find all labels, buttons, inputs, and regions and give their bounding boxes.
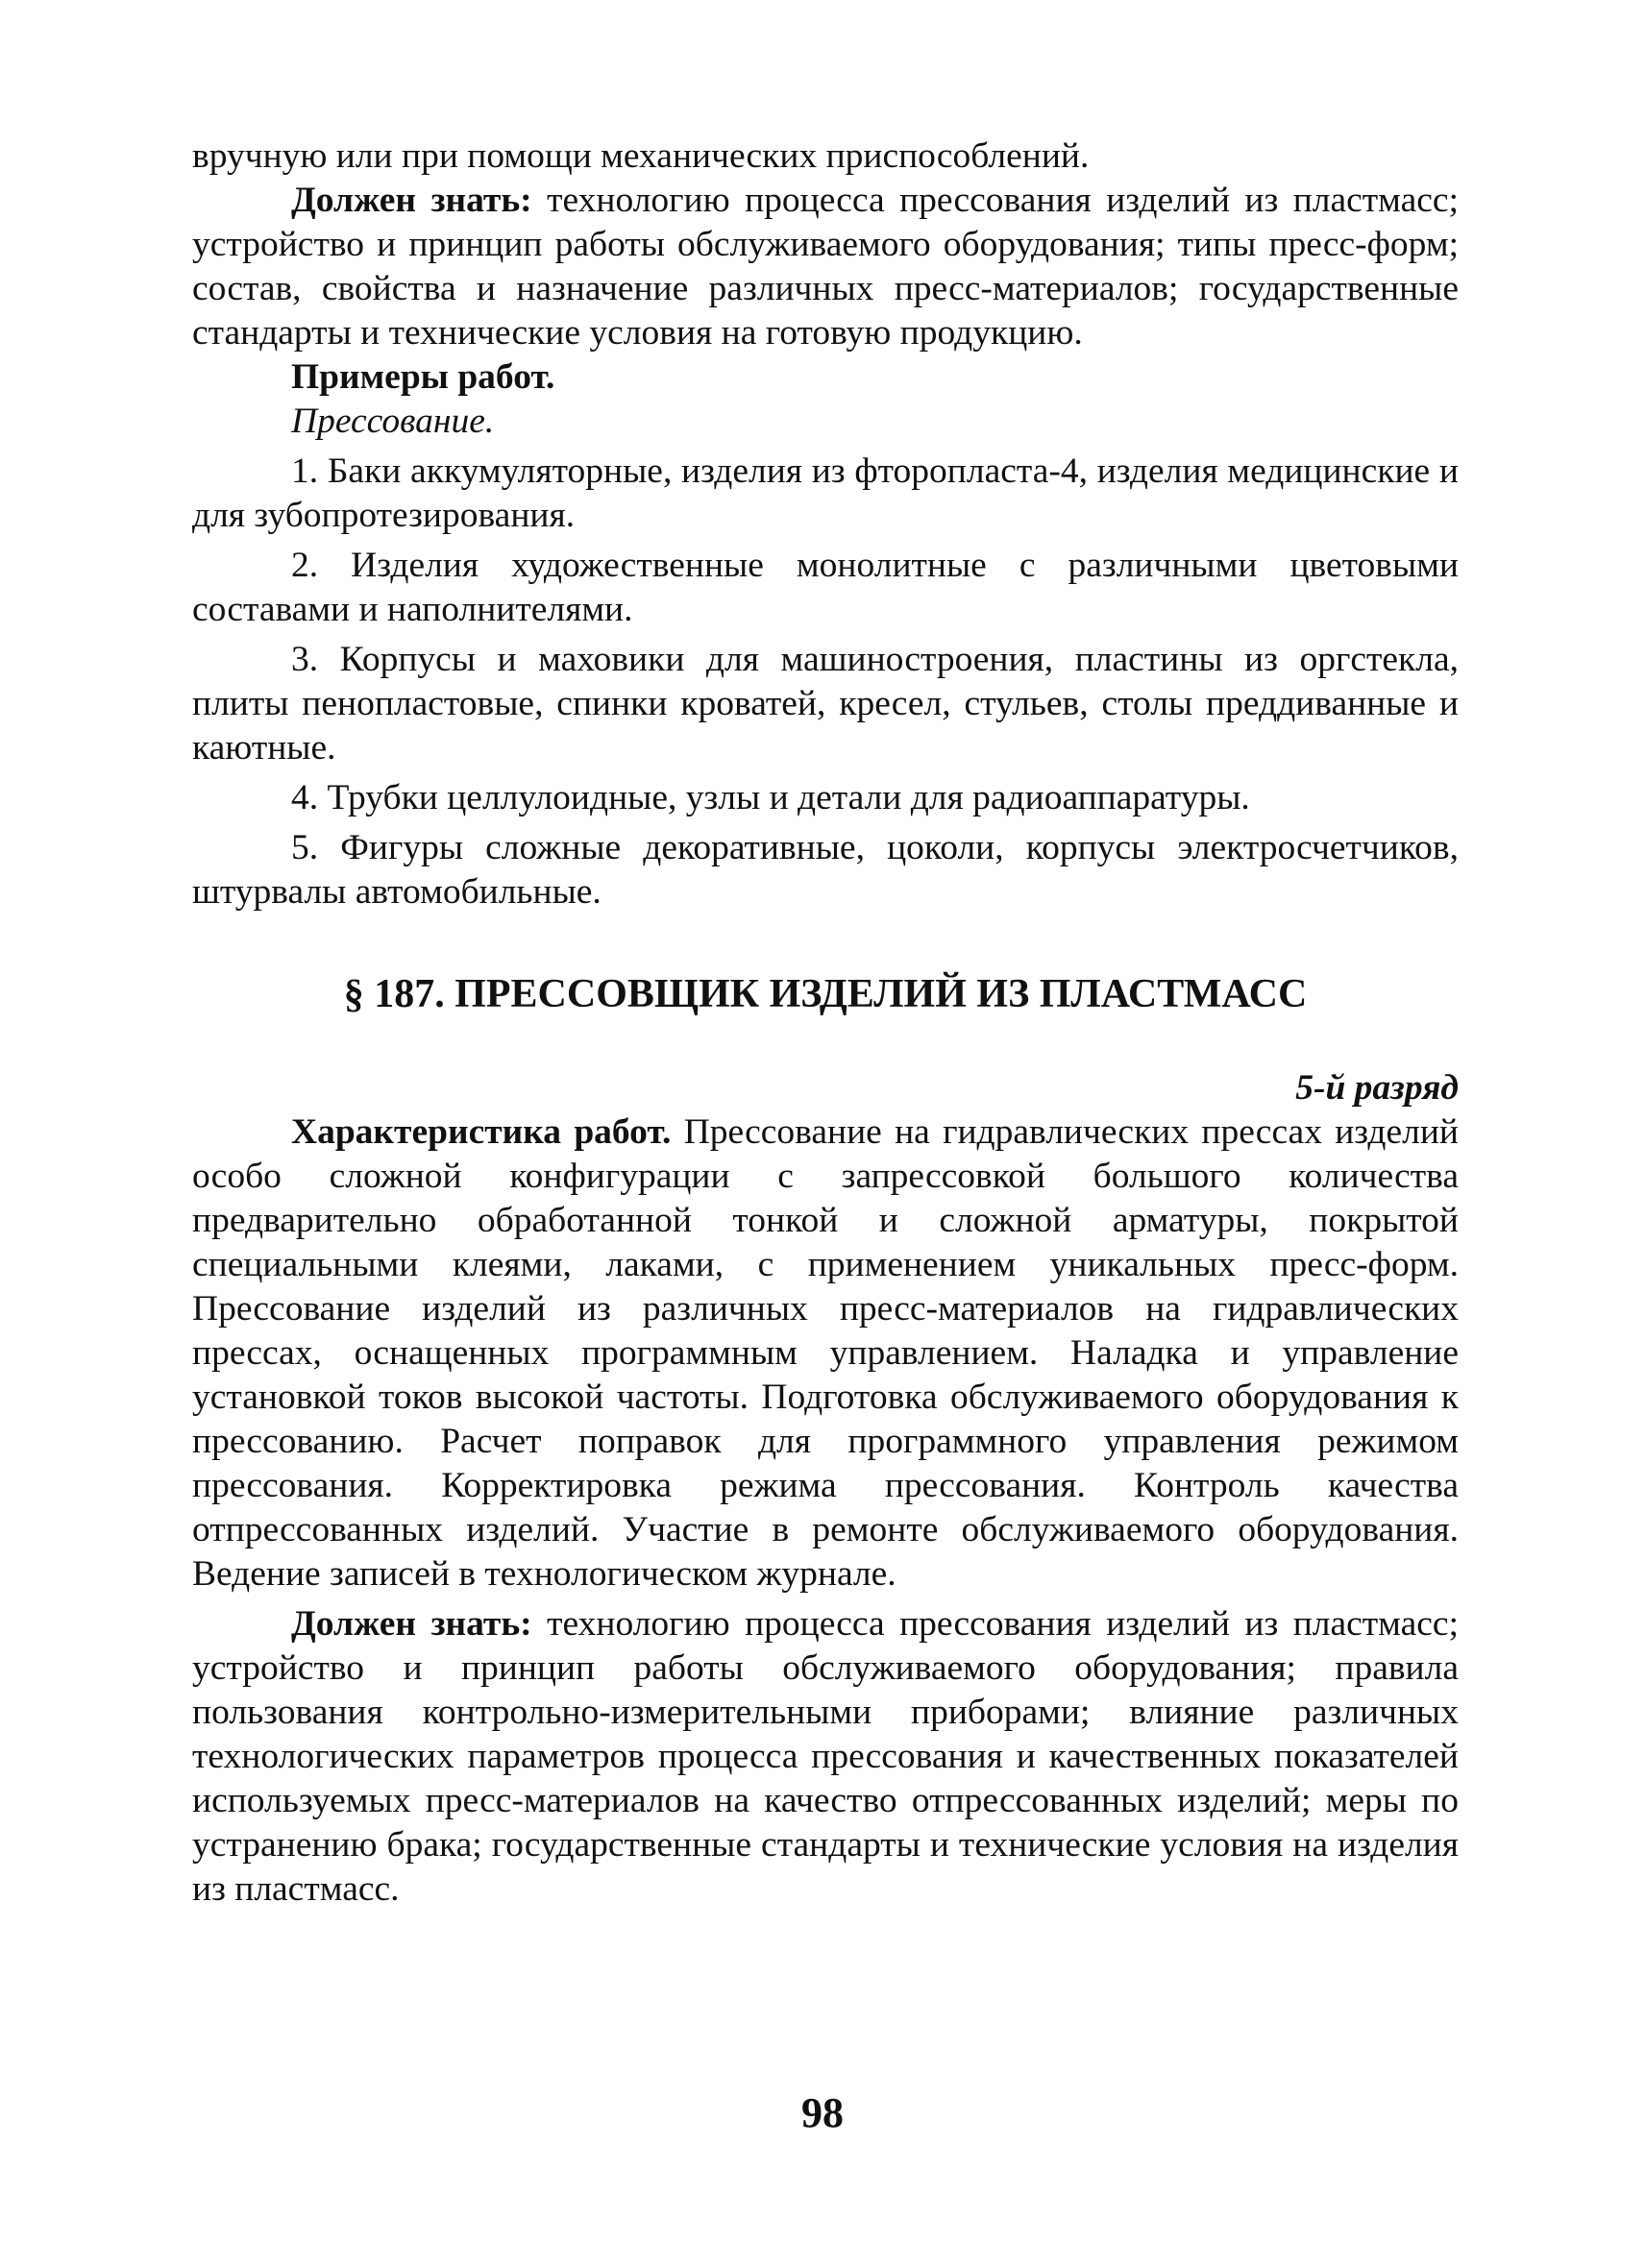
must-know-text: технологию процесса прессования изделий из пластмасс; устройство и принцип работы обслуживаемого оборудования; типы пресс-форм; состав, свойства и назначение различных пресс-материалов; государственные стандарты и технические условия на готовую продукцию. [192, 181, 1459, 353]
characteristic-paragraph [192, 1110, 1459, 1597]
examples-subheading: Прессование. [291, 402, 495, 441]
must-know-label: Должен знать: [291, 181, 532, 220]
example-item: 3. Корпусы и маховики для машиностроения, пластины из оргстекла, плиты пенопластовые, спинки кроватей, кресел, стульев, столы преддиванные и каютные. [192, 640, 1459, 768]
continuation-paragraph [192, 134, 1459, 179]
grade-label: 5-й разряд [1295, 1068, 1459, 1108]
example-item: 2. Изделия художественные монолитные с различными цветовыми составами и наполнителями. [192, 546, 1459, 629]
section-heading: § 187. ПРЕССОВЩИК ИЗДЕЛИЙ ИЗ ПЛАСТМАСС [343, 972, 1308, 1016]
page-number: 98 [801, 2089, 844, 2136]
section-must-know-label: Должен знать: [291, 1604, 532, 1644]
example-item: 5. Фигуры сложные декоративные, цоколи, корпусы электросчетчиков, штурвалы автомобильные. [192, 828, 1459, 912]
example-item: 4. Трубки целлулоидные, узлы и детали для радиоаппаратуры. [291, 778, 1250, 817]
must-know-paragraph [192, 179, 1459, 355]
examples-label: Примеры работ. [291, 357, 555, 397]
section-must-know-text: технологию процесса прессования изделий из пластмасс; устройство и принцип работы обслуживаемого оборудования; правила пользования контрольно-измерительными приборами; влияние различных технологических параметров процесса прессования и качественных показателей используемых пресс-материалов на качество отпрессованных изделий; меры по устранению брака; государственные стандарты и технические условия на изделия из пластмасс. [192, 1604, 1459, 1909]
section-must-know-paragraph [192, 1602, 1459, 1912]
page-body [192, 134, 1459, 1912]
characteristic-text: Прессование на гидравлических прессах изделий особо сложной конфигурации с запрессовкой большого количества предварительно обработанной тонкой и сложной арматуры, покрытой специальными клеями, лаками, с применением уникальных пресс-форм. Прессование изделий из различных пресс-материалов на гидравлических прессах, оснащенных программным управлением. Наладка и управление установкой токов высокой частоты. Подготовка обслуживаемого оборудования к прессованию. Расчет поправок для программного управления режимом прессования. Корректировка режима прессования. Контроль качества отпрессованных изделий. Участие в ремонте обслуживаемого оборудования. Ведение записей в технологическом журнале. [192, 1112, 1460, 1594]
continuation-text: вручную или при помощи механических приспособлений. [192, 136, 1090, 176]
example-item: 1. Баки аккумуляторные, изделия из фторопласта-4, изделия медицинские и для зубопротезирования. [192, 451, 1459, 535]
characteristic-label: Характеристика работ. [291, 1112, 672, 1152]
